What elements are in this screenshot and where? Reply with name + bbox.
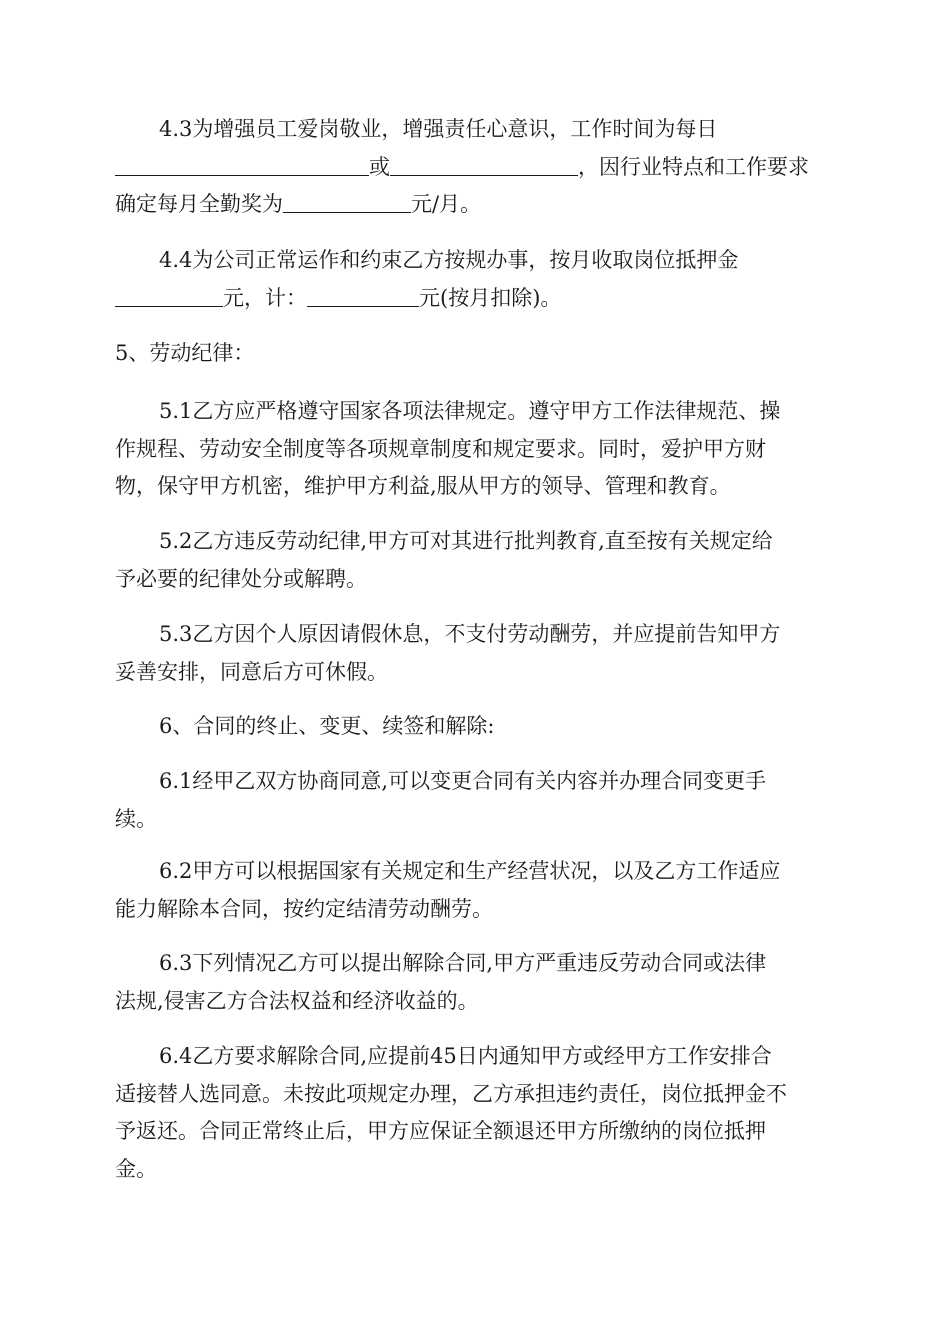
- paragraph-6-4-line-1: 6.4乙方要求解除合同,应提前45日内通知甲方或经甲方工作安排合: [159, 1044, 772, 1068]
- paragraph-5-1: [115, 393, 835, 506]
- paragraph-4-4-line-2-a: 元，计：: [223, 285, 307, 310]
- blank-field-deposit-amount: [115, 284, 223, 307]
- paragraph-4-4-line-2: [115, 280, 835, 318]
- paragraph-5-1-line-1: 5.1乙方应严格遵守国家各项法律规定。遵守甲方工作法律规范、操: [159, 399, 781, 423]
- paragraph-5-2: [115, 523, 835, 598]
- paragraph-4-4-line-1: 4.4为公司正常运作和约束乙方按规办事，按月收取岗位抵押金: [159, 248, 739, 272]
- section-5-heading: [115, 335, 835, 373]
- paragraph-4-3-line-1: 4.3为增强员工爱岗敬业，增强责任心意识，工作时间为每日: [159, 117, 718, 141]
- paragraph-6-2-line-1: 6.2甲方可以根据国家有关规定和生产经营状况，以及乙方工作适应: [159, 859, 781, 883]
- paragraph-6-3: [115, 945, 835, 1020]
- paragraph-5-1-line-3: 物，保守甲方机密，维护甲方利益,服从甲方的领导、管理和教育。: [115, 474, 731, 498]
- paragraph-6-4-line-2: 适接替人选同意。未按此项规定办理，乙方承担违约责任，岗位抵押金不: [115, 1081, 787, 1106]
- paragraph-4-3-or: 或: [369, 154, 390, 179]
- paragraph-6-1: [115, 763, 835, 838]
- blank-field-work-hours-to: [390, 153, 578, 176]
- paragraph-6-4-line-4: 金。: [115, 1156, 157, 1181]
- paragraph-6-4-line-3: 予返还。合同正常终止后，甲方应保证全额退还甲方所缴纳的岗位抵押: [115, 1119, 766, 1143]
- paragraph-4-4: [115, 242, 835, 317]
- paragraph-4-3: [115, 111, 835, 224]
- paragraph-5-2-line-2: 予必要的纪律处分或解聘。: [115, 566, 367, 591]
- paragraph-5-1-line-2: 作规程、劳动安全制度等各项规章制度和规定要求。同时，爱护甲方财: [115, 436, 766, 461]
- paragraph-5-3-line-2: 妥善安排，同意后方可休假。: [115, 659, 388, 684]
- paragraph-6-3-line-2: 法规,侵害乙方合法权益和经济收益的。: [115, 988, 479, 1013]
- paragraph-6-2: [115, 853, 835, 928]
- section-5-heading-text: 5、劳动纪律：: [115, 341, 255, 365]
- paragraph-6-1-line-2: 续。: [115, 806, 157, 831]
- paragraph-4-3-line-3: [115, 186, 835, 224]
- paragraph-4-3-line-2-end: ，因行业特点和工作要求: [578, 154, 809, 179]
- paragraph-6-2-line-2: 能力解除本合同，按约定结清劳动酬劳。: [115, 896, 493, 921]
- blank-field-work-hours-from: [115, 153, 369, 176]
- blank-field-deposit-total: [307, 284, 419, 307]
- paragraph-4-3-line-3-end: 元/月。: [411, 192, 482, 216]
- section-6-heading-text: 6、合同的终止、变更、续签和解除:: [159, 714, 495, 738]
- paragraph-4-3-line-3-start: 确定每月全勤奖为: [115, 192, 283, 216]
- section-6-heading: [115, 708, 835, 746]
- paragraph-5-3-line-1: 5.3乙方因个人原因请假休息，不支付劳动酬劳，并应提前告知甲方: [159, 622, 781, 646]
- paragraph-6-4: [115, 1038, 835, 1188]
- blank-field-attendance-bonus: [283, 190, 411, 213]
- paragraph-5-3: [115, 616, 835, 691]
- paragraph-5-2-line-1: 5.2乙方违反劳动纪律,甲方可对其进行批判教育,直至按有关规定给: [159, 529, 773, 553]
- paragraph-4-4-line-2-b: 元(按月扣除)。: [419, 285, 562, 310]
- paragraph-6-1-line-1: 6.1经甲乙双方协商同意,可以变更合同有关内容并办理合同变更手: [159, 769, 767, 793]
- paragraph-6-3-line-1: 6.3下列情况乙方可以提出解除合同,甲方严重违反劳动合同或法律: [159, 951, 767, 975]
- paragraph-4-3-line-2: [115, 149, 835, 187]
